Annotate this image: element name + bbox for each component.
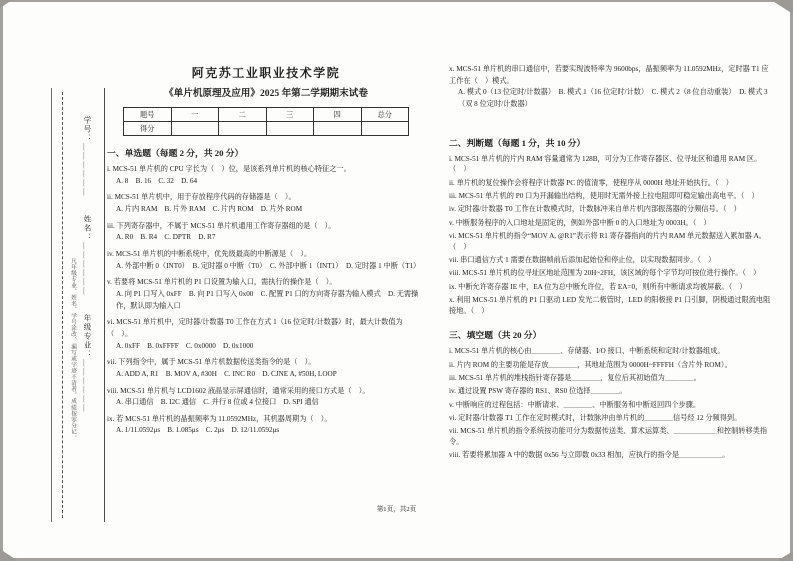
- question-stem: i. MCS-51 单片机的 CPU 字长为（ ）位，是该系列单片机的核心特征之一。: [107, 165, 351, 173]
- score-table-header-cell: 三: [266, 108, 314, 122]
- section2-heading: 二、判断题（每题 1 分，共 10 分）: [449, 137, 586, 148]
- question-stem: x. MCS-51 单片机的串口通信中，若要实现波特率为 9600bps，晶振频率为 11.0592MHz，定时器 T1 应工作在（ ）模式。: [449, 65, 769, 85]
- question-options: A. 片内 RAM B. 片外 RAM C. 片内 ROM D. 片外 ROM: [116, 204, 303, 213]
- question-stem: ii. MCS-51 单片机中，用于存放程序代码的存储器是（ ）。: [107, 193, 296, 202]
- judge-item: ii. 单片机的复位操作会将程序计数器 PC 的值清零，使程序从 0000H 地址开始执行。（ ）: [449, 178, 733, 187]
- scan-corner-artifact: [0, 0, 12, 8]
- right-column: [449, 64, 774, 514]
- judge-item: viii. MCS-51 单片机的位寻址区地址范围为 20H~2FH，该区域的每个字节均可按位进行操作。（ ）: [449, 269, 761, 278]
- question-stem: vii. 下列指令中，属于 MCS-51 单片机数据传送类指令的是（ ）。: [107, 358, 316, 367]
- left-column: [107, 64, 425, 514]
- school-name: 阿克苏工业职业技术学院: [191, 66, 341, 80]
- mcq-question: [107, 277, 425, 312]
- mcq-question: [107, 249, 425, 272]
- seal-dashed-line: [62, 92, 63, 518]
- score-table-header-cell: 题号: [124, 108, 172, 122]
- judge-item: vi. MCS-51 单片机的指令“MOV A, @R1”表示将 R1 寄存器指向的片内 RAM 单元数据送入累加器 A。（ ）: [449, 231, 766, 251]
- score-table-score-cell: [314, 122, 362, 136]
- score-table-header-cell: 一: [171, 108, 219, 122]
- judge-item: i. MCS-51 单片机的片内 RAM 容量通常为 128B，可分为工作寄存器区、位寻址区和通用 RAM 区。（ ）: [449, 154, 762, 174]
- mcq-question: [107, 386, 425, 409]
- question-options: A. 8 B. 16 C. 32 D. 64: [116, 176, 198, 185]
- exam-content: [107, 64, 774, 514]
- score-table-score-cell: [171, 122, 219, 136]
- score-table-header-cell: 四: [314, 108, 362, 122]
- score-table-score-cell: [219, 122, 267, 136]
- score-table-score-cell: [361, 122, 409, 136]
- page-footer: 第1页，共2页: [376, 506, 417, 513]
- question-options: A. R0 B. R4 C. DPTR D. R7: [116, 233, 216, 242]
- question-stem: vi. MCS-51 单片机中，定时器/计数器 T0 工作在方式 1（16 位定时/计数器）时，最大计数值为（ ）。: [107, 318, 403, 338]
- judge-item: ix. 中断允许寄存器 IE 中，EA 位为总中断允许位，若 EA=0，则所有中断请求均被屏蔽。（ ）: [449, 282, 747, 291]
- section3-heading: 三、填空题（共 20 分）: [449, 330, 542, 341]
- fill-item: iii. MCS-51 单片机的堆栈指针寄存器是＿＿＿＿，复位后其初始值为＿＿＿＿。: [449, 374, 701, 383]
- judge-item: x. 利用 MCS-51 单片机的 P1 口驱动 LED 发光二极管时，LED 的阳极接 P1 口引脚，阴极通过限流电阻接地。（ ）: [449, 295, 771, 315]
- fill-item: viii. 若要将累加器 A 中的数据 0x56 与立即数 0x33 相加，应执行的指令是＿＿＿＿＿＿。: [449, 451, 730, 460]
- mcq-question: [449, 64, 774, 111]
- score-table: [123, 107, 409, 136]
- scan-corner-artifact: [777, 551, 793, 561]
- score-table-score-cell: [266, 122, 314, 136]
- score-table-row-label: 得分: [124, 122, 172, 136]
- mcq-question: [107, 221, 425, 244]
- question-stem: ix. 若 MCS-51 单片机的晶振频率为 11.0592MHz，其机器周期为（ ）。: [107, 414, 332, 423]
- fill-item: vi. 定时器/计数器 T1 工作在定时模式时，计数脉冲由单片机的＿＿＿＿信号经 12 分频得到。: [449, 413, 742, 422]
- judge-item: v. 中断服务程序的入口地址是固定的，例如外部中断 0 的入口地址为 0003H。（ ）: [449, 218, 711, 227]
- fill-item: i. MCS-51 单片机的核心由＿＿＿＿、存储器、I/O 接口、中断系统和定时/计数器组成。: [449, 347, 725, 356]
- fill-item: vii. MCS-51 单片机的指令系统按功能可分为数据传送类、算术运算类、＿＿＿＿＿＿和控制转移类指令。: [449, 427, 768, 447]
- mcq-question: [107, 317, 425, 352]
- mcq-question: [107, 164, 425, 187]
- question-options: A. 0xFF B. 0xFFFF C. 0x0000 D. 0x1000: [116, 341, 254, 350]
- question-stem: iii. 下列寄存器中，不属于 MCS-51 单片机通用工作寄存器组的是（ ）。: [107, 221, 336, 230]
- question-stem: viii. MCS-51 单片机与 LCD1602 液晶显示屏通信时，通常采用的接口方式是（ ）。: [107, 386, 370, 395]
- score-table-header-cell: 总分: [361, 108, 409, 122]
- exam-title: 《单片机原理及应用》2025 年第二学期期末试卷: [164, 88, 368, 99]
- seal-area: [51, 88, 105, 522]
- question-stem: v. 若要将 MCS-51 单片机的 P1 口设置为输入口，需执行的操作是（ ）。: [107, 278, 337, 287]
- question-options: A. 1/11.0592μs B. 1.085μs C. 2μs D. 12/11.0592μs: [116, 426, 280, 435]
- mcq-question: [107, 357, 425, 380]
- scan-corner-artifact: [0, 549, 18, 561]
- score-table-score-row: [124, 122, 409, 136]
- mcq-question: [107, 414, 425, 437]
- question-options: A. 外部中断 0（INT0） B. 定时器 0 中断（T0） C. 外部中断 1（INT1） D. 定时器 1 中断（T1）: [116, 261, 421, 270]
- question-stem: iv. MCS-51 单片机的中断系统中，优先级最高的中断源是（ ）。: [107, 249, 312, 258]
- question-options: A. ADD A, R1 B. MOV A, #30H C. INC R0 D. CJNE A, #50H, LOOP: [116, 369, 337, 378]
- judge-item: iii. MCS-51 单片机的 P0 口为开漏输出结构，使用时无需外接上拉电阻即可稳定输出高电平。（ ）: [449, 192, 759, 201]
- section1-heading: 一、单选题（每题 2 分，共 20 分）: [107, 148, 244, 158]
- scan-corner-artifact: [771, 0, 793, 14]
- score-table-header-cell: 二: [219, 108, 267, 122]
- exam-page: [3, 2, 790, 558]
- judge-item: vii. 串口通信方式 1 需要在数据帧前后添加起始位和停止位，以实现数据同步。（ ）: [449, 256, 716, 264]
- question-options: A. 向 P1 口写入 0xFF B. 向 P1 口写入 0x00 C. 配置 P1 口的方向寄存器为输入模式 D. 无需操作，默认即为输入口: [116, 289, 419, 310]
- fill-item: v. 中断响应的过程包括：中断请求、＿＿＿＿、中断服务和中断返回四个步骤。: [449, 400, 701, 409]
- seal-warning-text: 凡年级专业、姓名、学号涂改、漏写或字迹不清者，成绩按零分记。: [70, 258, 76, 441]
- question-options: A. 串口通信 B. I2C 通信 C. 并行 8 位或 4 位接口 D. SPI 通信: [116, 398, 319, 407]
- fill-item: ii. 片内 ROM 的主要功能是存放＿＿＿＿，其地址范围为 0000H~FFFFH（含片外 ROM）。: [449, 360, 732, 369]
- question-options: A. 模式 0（13 位定时/计数器） B. 模式 1（16 位定时/计数） C. 模式 2（8 位自动重装） D. 模式 3（双 8 位定时/计数器）: [458, 88, 768, 108]
- fill-item: iv. 通过设置 PSW 寄存器的 RS1、RS0 位选择＿＿＿＿。: [449, 387, 627, 396]
- student-info-fields: 学号：＿＿＿＿＿＿ 姓名：＿＿＿＿＿＿ 年级专业：＿＿＿＿＿＿: [83, 116, 92, 413]
- mcq-question: [107, 192, 425, 215]
- judge-item: iv. 定时器/计数器 T0 工作在计数模式时，计数脉冲来自单片机内部振荡器的分频信号。（ ）: [449, 205, 741, 214]
- score-table-header-row: [124, 108, 409, 122]
